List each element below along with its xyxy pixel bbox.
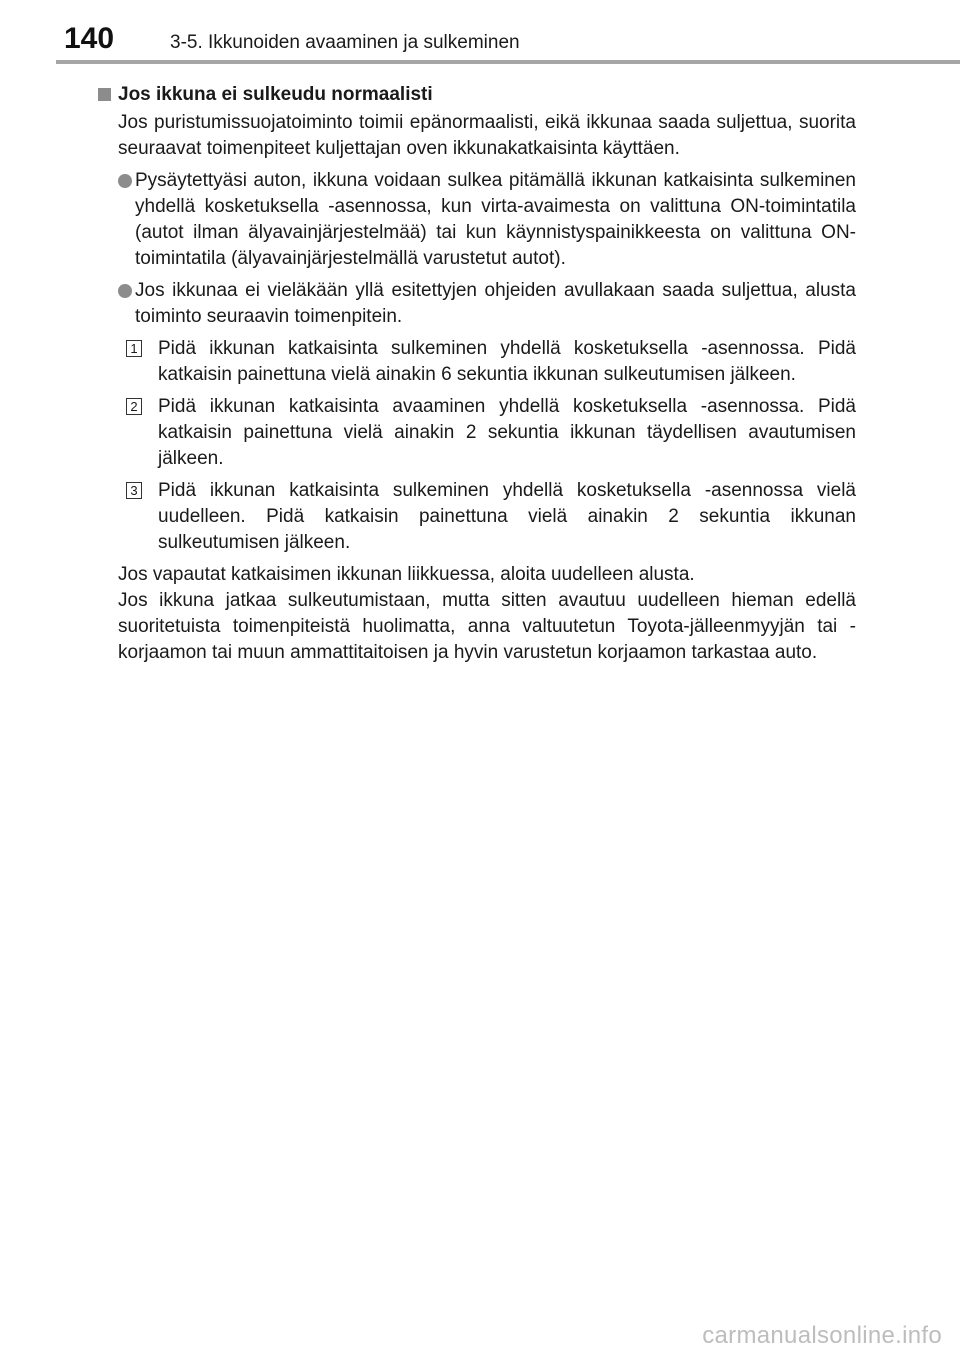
header-rule [56,60,960,64]
step-number-badge: 1 [126,340,142,357]
page-header [0,0,960,62]
bullet-item [118,278,856,330]
step-text: Pidä ikkunan katkaisinta sulkeminen yhdellä kosketuksella -asennossa vielä uudelleen. Pidä katkaisin painettuna vielä ainakin 2 sekuntia ikkunan sulkeutumisen jälkeen. [158,480,856,553]
step-text: Pidä ikkunan katkaisinta avaaminen yhdellä kosketuksella -asennossa. Pidä katkaisin painettuna vielä ainakin 2 sekuntia ikkunan täydellisen avautumisen jälkeen. [158,396,856,469]
intro-paragraph: Jos puristumissuojatoiminto toimii epänormaalisti, eikä ikkunaa saada suljettua, suorita seuraavat toimenpiteet kuljettajan oven ikkunakatkaisinta käyttäen. [118,112,856,159]
step-item [130,478,856,556]
step-number-badge: 3 [126,482,142,499]
section-heading [98,82,856,108]
circle-bullet-icon [118,174,132,188]
step-number-badge: 2 [126,398,142,415]
step-text: Pidä ikkunan katkaisinta sulkeminen yhdellä kosketuksella -asennossa. Pidä katkaisin painettuna vielä ainakin 6 sekuntia ikkunan sulkeutumisen jälkeen. [158,338,856,385]
bullet-text: Pysäytettyäsi auton, ikkuna voidaan sulkea pitämällä ikkunan katkaisinta sulkeminen yhdellä kosketuksella -asennossa, kun virta-avaimesta on valittuna ON-toimintatila (autot ilman älyavainjärjestelmää) tai kun käynnistyspainikkeesta on valittuna ON-toimintatila (älyavainjärjestelmällä varustetut autot). [135,170,856,269]
section-title: 3-5. Ikkunoiden avaaminen ja sulkeminen [170,32,520,53]
closing-paragraphs [118,562,856,666]
square-bullet-icon [98,88,111,101]
closing-text-2: Jos ikkuna jatkaa sulkeutumistaan, mutta sitten avautuu uudelleen hieman edellä suoritetuista toimenpiteistä huolimatta, anna valtuutetun Toyota-jälleenmyyjän tai -korjaamon tai muun ammattitaitoisen ja hyvin varustetun korjaamon tarkastaa auto. [118,590,856,663]
circle-bullet-icon [118,284,132,298]
section-heading-text: Jos ikkuna ei sulkeudu normaalisti [118,84,433,105]
bullet-text: Jos ikkunaa ei vieläkään yllä esitettyjen ohjeiden avullakaan saada suljettua, alusta toiminto seuraavin toimenpitein. [135,280,856,327]
watermark: carmanualsonline.info [702,1322,942,1349]
bullet-item [118,168,856,272]
step-item [130,336,856,388]
content [98,82,856,666]
page-number: 140 [64,22,115,55]
step-item [130,394,856,472]
closing-text-1: Jos vapautat katkaisimen ikkunan liikkuessa, aloita uudelleen alusta. [118,564,695,585]
